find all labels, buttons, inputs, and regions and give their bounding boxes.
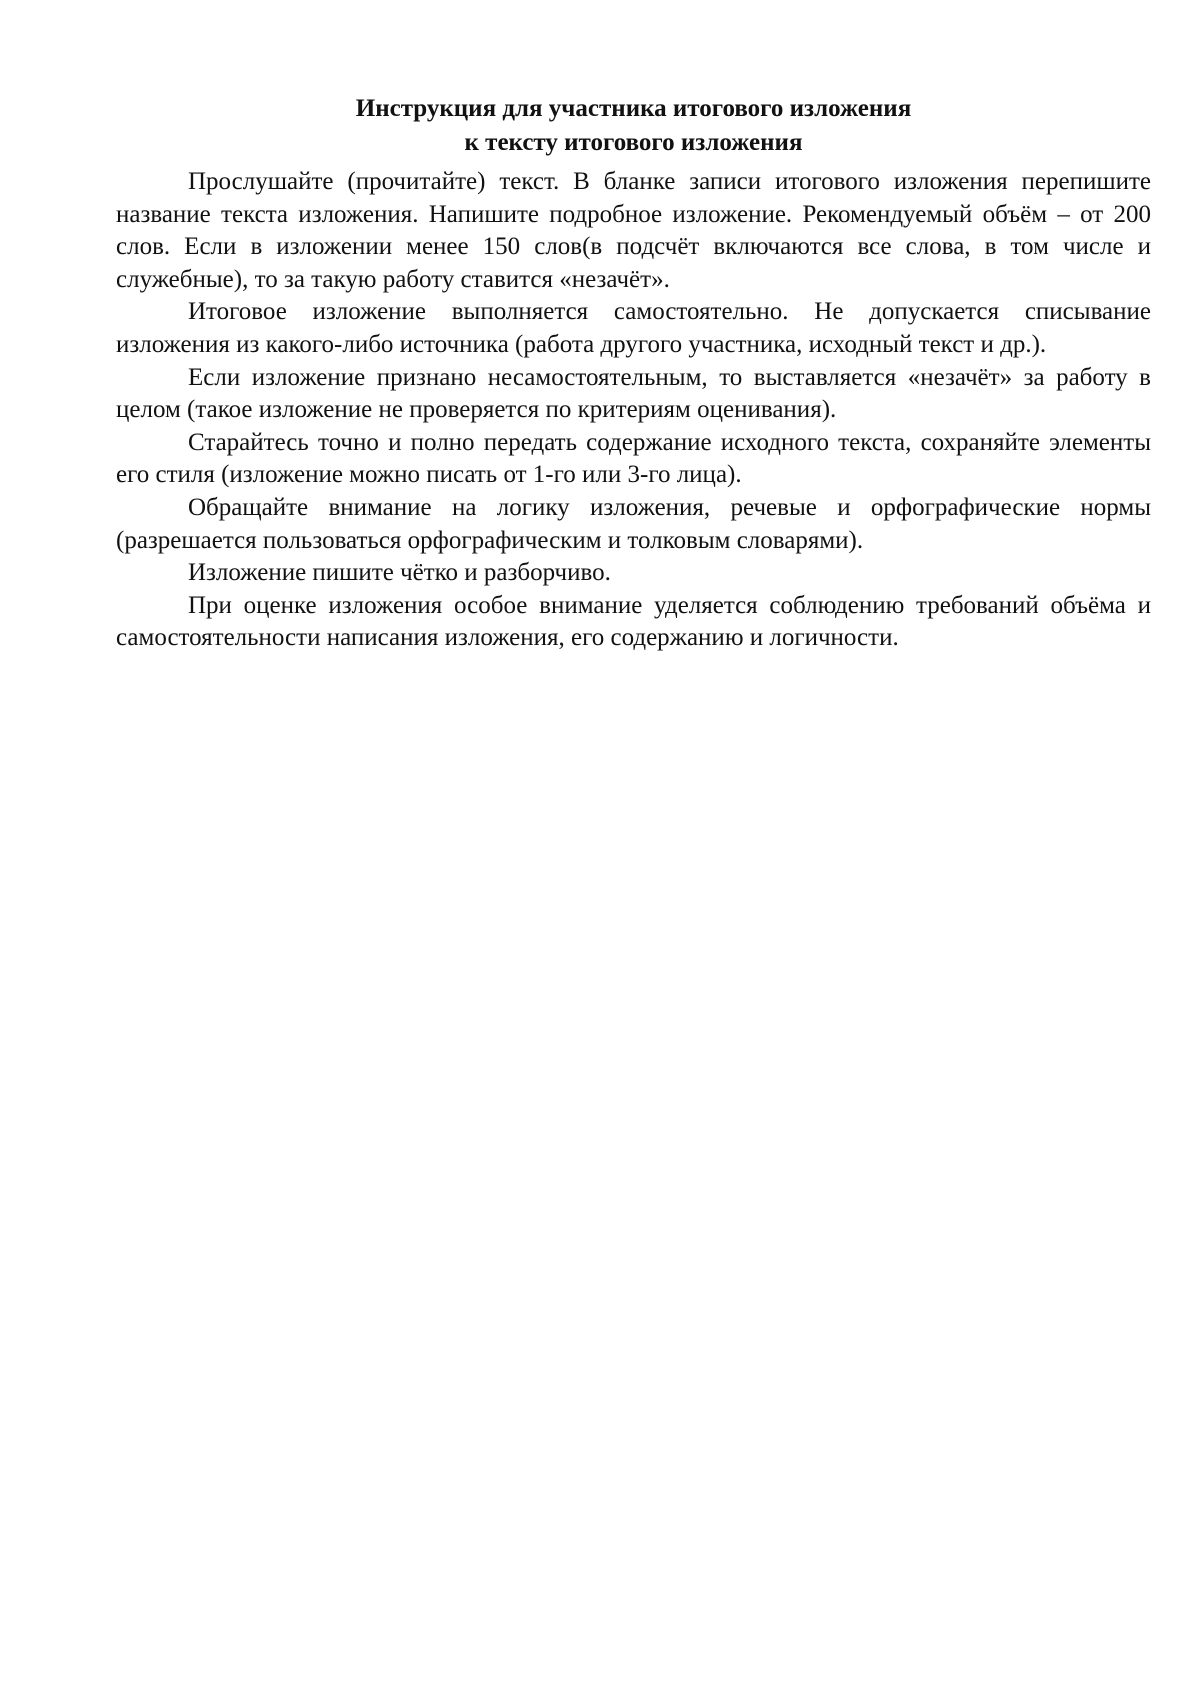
paragraph-handwriting: Изложение пишите чётко и разборчиво. xyxy=(188,559,611,587)
title-line-1: Инструкция для участника итогового изложения xyxy=(355,95,912,122)
paragraph-non-independent-result: Если изложение признано несамостоятельным, то выставляется «незачёт» за работу в целом (такое изложение не проверяется по критериям оценивания). xyxy=(116,363,1151,424)
paragraph-independence: Итоговое изложение выполняется самостоятельно. Не допускается списывание изложения из какого-либо источника (работа другого участника, исходный текст и др.). xyxy=(116,298,1151,358)
paragraph-listen-and-rewrite: Прослушайте (прочитайте) текст. В бланке записи итогового изложения перепишите название текста изложения. Напишите подробное изложение. Рекомендуемый объём – от 200 слов. Если в изложении менее 150 слов(в подсчёт включаются все слова, в том числе и служебные), то за такую работу ставится «незачёт». xyxy=(116,168,1151,293)
paragraph-evaluation: При оценке изложения особое внимание уделяется соблюдению требований объёма и самостоятельности написания изложения, его содержанию и логичности. xyxy=(116,591,1151,652)
paragraph-logic-and-norms: Обращайте внимание на логику изложения, речевые и орфографические нормы (разрешается пользоваться орфографическим и толковым словарями). xyxy=(116,493,1151,554)
paragraph-content-and-style: Старайтесь точно и полно передать содержание исходного текста, сохраняйте элементы его стиля (изложение можно писать от 1-го или 3-го лица). xyxy=(116,428,1151,489)
document-title xyxy=(116,92,1151,160)
title-line-2: к тексту итогового изложения xyxy=(464,129,803,156)
document-body xyxy=(116,92,1151,655)
